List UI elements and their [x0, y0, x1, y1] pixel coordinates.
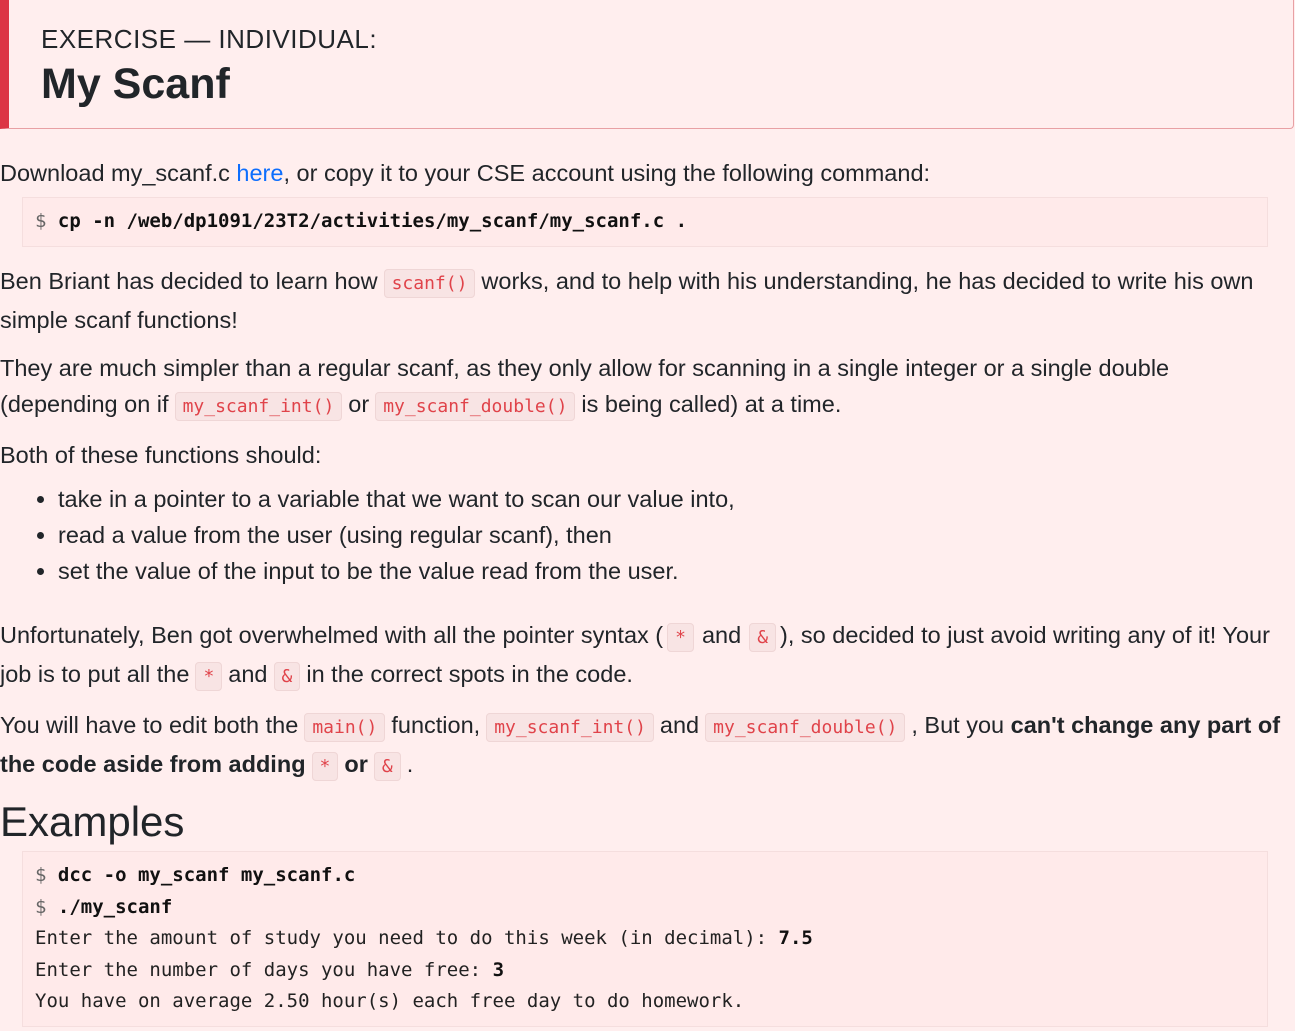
inline-code-my-scanf-int: my_scanf_int(): [486, 713, 654, 742]
text: in the correct spots in the code.: [306, 660, 633, 687]
terminal-output: Enter the amount of study you need to do this week (in decimal):: [35, 927, 779, 950]
download-link[interactable]: here: [236, 160, 284, 187]
text: and: [659, 711, 700, 738]
exercise-content: [0, 155, 1295, 1026]
inline-code-ampersand: &: [749, 623, 776, 652]
inline-code-my-scanf-double: my_scanf_double(): [375, 392, 575, 421]
paragraph-pointer-syntax: [0, 617, 1290, 695]
paragraph-functions: [0, 350, 1290, 425]
terminal-line: [35, 923, 1255, 955]
text: and: [701, 621, 742, 648]
example-terminal-block[interactable]: [22, 851, 1268, 1027]
paragraph-intro-scanf: [0, 263, 1290, 338]
exercise-header: [0, 0, 1294, 129]
terminal-input: 3: [492, 958, 505, 981]
text: Ben Briant has decided to learn how: [0, 267, 378, 294]
terminal-command: ./my_scanf: [57, 895, 173, 918]
inline-code-my-scanf-double: my_scanf_double(): [705, 713, 905, 742]
terminal-line: [35, 892, 1255, 924]
text: and: [228, 660, 268, 687]
copy-command-block[interactable]: [22, 197, 1268, 247]
paragraph-should: Both of these functions should:: [0, 441, 322, 468]
terminal-command: dcc -o my_scanf my_scanf.c: [57, 864, 356, 887]
intro-text-after: , or copy it to your CSE account using the following command:: [283, 160, 931, 187]
text: , But you: [911, 711, 1005, 738]
inline-code-ampersand: &: [374, 752, 401, 781]
text: .: [406, 750, 414, 777]
requirements-list: [0, 481, 1290, 589]
shell-prompt: $: [35, 210, 47, 233]
list-item: • read a value from the user (using regular scanf), then: [58, 517, 1290, 553]
inline-code-main: main(): [304, 713, 385, 742]
page-title: My Scanf: [41, 60, 230, 109]
inline-code-asterisk: *: [195, 662, 222, 691]
exercise-kicker: EXERCISE — INDIVIDUAL:: [41, 24, 378, 54]
examples-heading: Examples: [0, 797, 185, 845]
text: They are much simpler than a regular scanf, as they only allow for scanning in a single integer or a single double (depending on if: [0, 354, 1170, 417]
intro-paragraph: [0, 155, 1290, 191]
terminal-output: Enter the number of days you have free:: [35, 958, 493, 981]
list-item: • take in a pointer to a variable that we want to scan our value into,: [58, 481, 1290, 517]
shell-prompt: $: [35, 864, 47, 887]
emphasis-text: can't change any part of the code aside from adding: [0, 711, 1281, 777]
text: Unfortunately, Ben got overwhelmed with all the pointer syntax (: [0, 621, 664, 648]
terminal-input: 7.5: [778, 927, 813, 950]
text: ), so decided to just avoid writing any of it! Your job is to put all the: [0, 621, 1270, 687]
terminal-line: [35, 860, 1255, 892]
inline-code-ampersand: &: [274, 662, 301, 691]
emphasis-text: or: [344, 750, 368, 777]
text: or: [348, 390, 370, 417]
terminal-line: [35, 955, 1255, 987]
inline-code-my-scanf-int: my_scanf_int(): [175, 392, 343, 421]
list-item: • set the value of the input to be the value read from the user.: [58, 553, 1290, 589]
inline-code-asterisk: *: [312, 752, 339, 781]
text: works, and to help with his understanding, he has decided to write his own simple scanf functions!: [0, 267, 1254, 333]
terminal-output: You have on average 2.50 hour(s) each free day to do homework.: [35, 990, 745, 1013]
intro-text: Download my_scanf.c: [0, 160, 237, 187]
inline-code-asterisk: *: [667, 623, 694, 652]
text: is being called) at a time.: [581, 390, 842, 417]
paragraph-edit-instructions: [0, 707, 1290, 785]
text: You will have to edit both the: [0, 711, 299, 738]
text: function,: [391, 711, 481, 738]
terminal-line: [35, 986, 1255, 1018]
inline-code-scanf: scanf(): [384, 269, 476, 298]
copy-command: cp -n /web/dp1091/23T2/activities/my_scanf/my_scanf.c .: [57, 210, 688, 233]
shell-prompt: $: [35, 895, 47, 918]
